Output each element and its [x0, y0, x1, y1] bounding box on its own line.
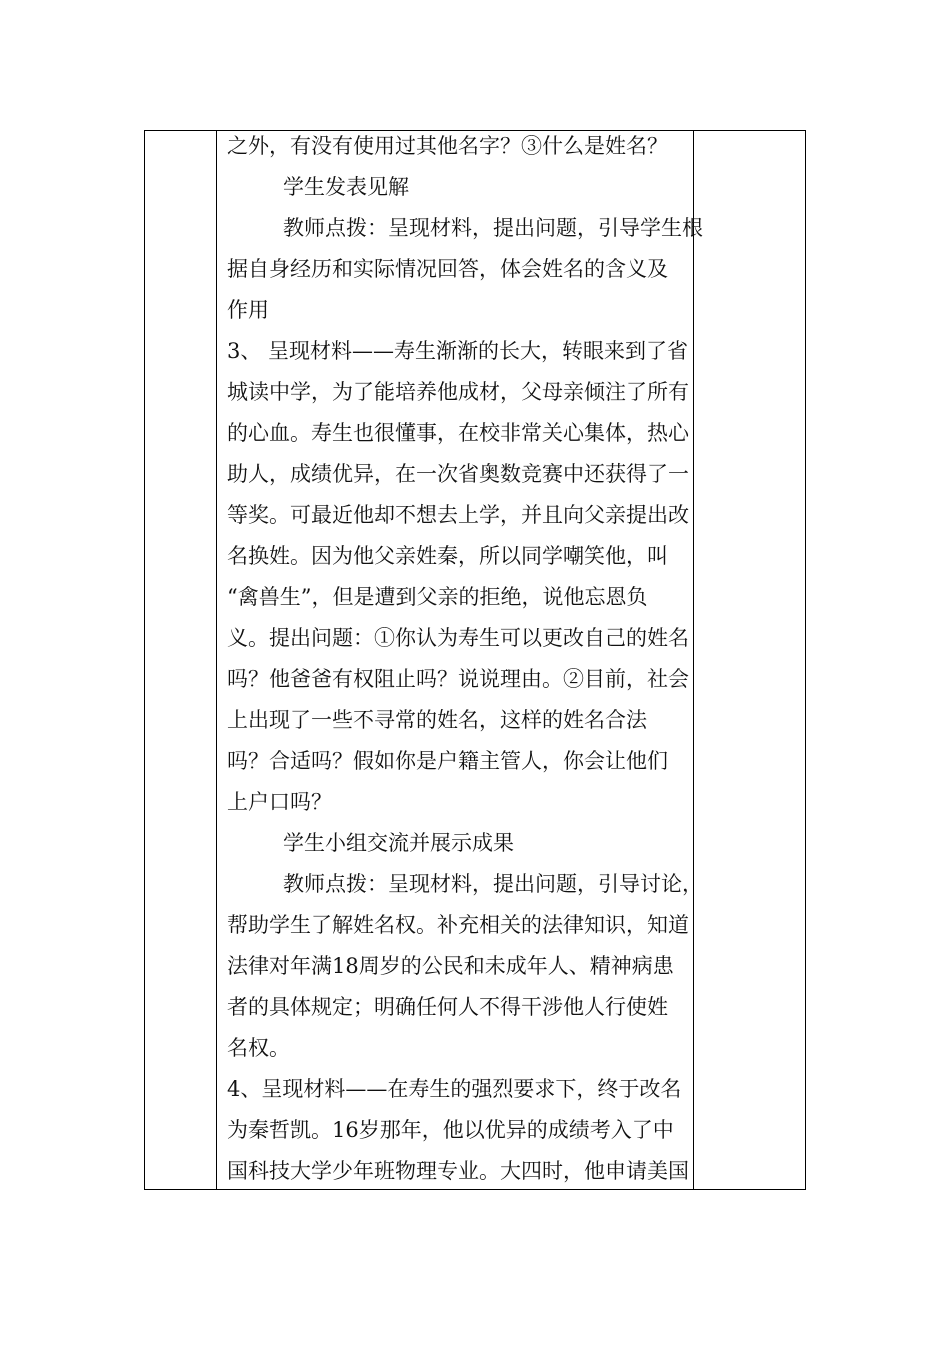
text-line: 上户口吗？ — [227, 790, 332, 814]
text-line: 等奖。可最近他却不想去上学，并且向父亲提出改 — [227, 503, 689, 527]
text-line: 城读中学，为了能培养他成材，父母亲倾注了所有 — [227, 380, 689, 404]
text-line: 3、 呈现材料——寿生渐渐的长大，转眼来到了省 — [227, 339, 689, 363]
text-line: 法律对年满18周岁的公民和未成年人、精神病患 — [227, 954, 674, 978]
text-line: 帮助学生了解姓名权。补充相关的法律知识，知道 — [227, 913, 689, 937]
text-line: 义。提出问题：①你认为寿生可以更改自己的姓名 — [227, 626, 689, 650]
lesson-table — [144, 130, 806, 1190]
text-line: 者的具体规定；明确任何人不得干涉他人行使姓 — [227, 995, 668, 1019]
text-line: 作用 — [227, 298, 269, 322]
text-line: 之外，有没有使用过其他名字？③什么是姓名？ — [227, 134, 668, 158]
text-line: 教师点拨：呈现材料，提出问题，引导讨论， — [283, 872, 703, 896]
text-line: 学生发表见解 — [283, 175, 409, 199]
text-line: “禽兽生”，但是遭到父亲的拒绝，说他忘恩负 — [227, 585, 648, 609]
text-line: 助人，成绩优异，在一次省奥数竞赛中还获得了一 — [227, 462, 689, 486]
text-line: 为秦哲凯。16岁那年，他以优异的成绩考入了中 — [227, 1118, 674, 1142]
text-line: 吗？他爸爸有权阻止吗？说说理由。②目前，社会 — [227, 667, 689, 691]
text-line: 的心血。寿生也很懂事，在校非常关心集体，热心 — [227, 421, 689, 445]
text-line: 据自身经历和实际情况回答，体会姓名的含义及 — [227, 257, 668, 281]
text-line: 上出现了一些不寻常的姓名，这样的姓名合法 — [227, 708, 647, 732]
text-line: 名换姓。因为他父亲姓秦，所以同学嘲笑他，叫 — [227, 544, 668, 568]
text-line: 4、呈现材料——在寿生的强烈要求下，终于改名 — [227, 1077, 682, 1101]
text-line: 吗？合适吗？假如你是户籍主管人，你会让他们 — [227, 749, 668, 773]
column-divider-right — [693, 131, 694, 1189]
text-line: 学生小组交流并展示成果 — [283, 831, 514, 855]
text-line: 教师点拨：呈现材料，提出问题，引导学生根 — [283, 216, 703, 240]
text-line: 国科技大学少年班物理专业。大四时，他申请美国 — [227, 1159, 689, 1183]
column-divider-left — [216, 131, 217, 1189]
text-line: 名权。 — [227, 1036, 290, 1060]
